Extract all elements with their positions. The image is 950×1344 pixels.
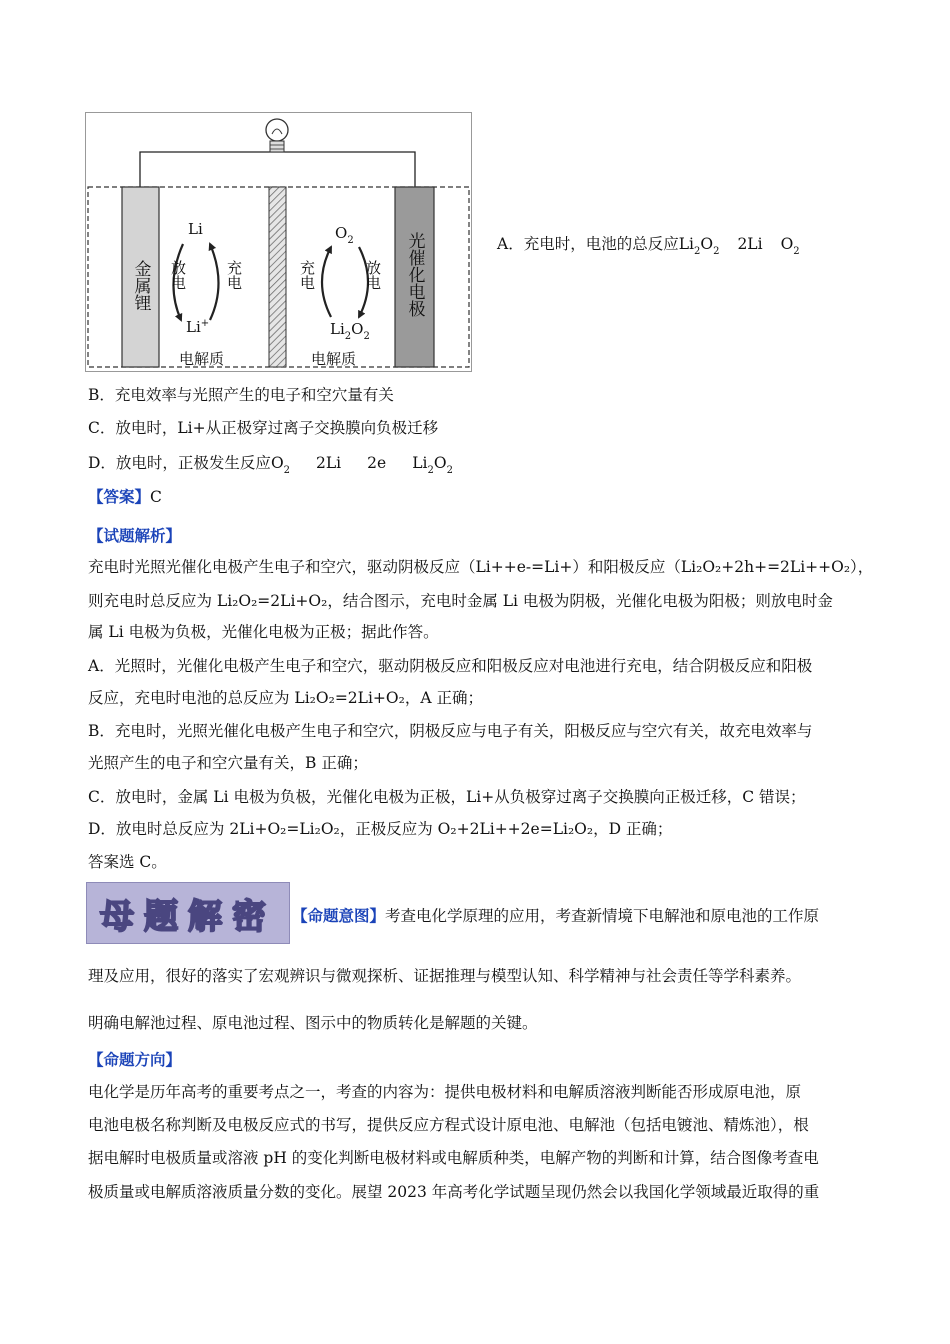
left-charge-label: 充电 xyxy=(225,260,243,290)
analysis-line: 光照产生的电子和空穴量有关，B 正确； xyxy=(88,754,368,772)
li2o2-label: $Li_2O_2$ xyxy=(330,320,370,342)
electrolyte-left-label: 电解质 xyxy=(179,350,225,368)
charge-arrow-left xyxy=(210,244,219,320)
light-bulb-icon xyxy=(266,119,288,152)
intent-line1: 【命题意图】考查电化学原理的应用，考查新情境下电解池和原电池的工作原 xyxy=(292,906,820,925)
intent-logo-text: 母题解密 xyxy=(100,896,276,937)
right-discharge-label: 放电 xyxy=(364,260,382,290)
answer-label: 【答案】 xyxy=(88,487,151,506)
intent-line2: 理及应用，很好的落实了宏观辨识与微观探析、证据推理与模型认知、科学精神与社会责任等学科素养。 xyxy=(88,967,802,985)
direction-line: 电池电极名称判断及电极反应式的书写，提供反应方程式设计原电池、电解池（包括电镀池、精炼池），根 xyxy=(88,1116,809,1134)
ion-exchange-membrane xyxy=(269,187,286,367)
direction-line: 极质量或电解质溶液质量分数的变化。展望 2023 年高考化学试题呈现仍然会以我国化学领域最近取得的重 xyxy=(88,1183,820,1201)
left-discharge-label: 放电 xyxy=(169,260,187,290)
option-c: C．放电时，Li+从正极穿过离子交换膜向负极迁移 xyxy=(88,419,439,437)
answer-value: C xyxy=(150,488,162,506)
lithium-electrode-label: 金属锂 xyxy=(130,260,151,311)
electrolyte-right-label: 电解质 xyxy=(311,350,357,368)
analysis-heading: 【试题解析】 xyxy=(88,526,182,545)
intent-logo xyxy=(86,882,290,944)
option-a: A．充电时，电池的总反应$Li_2O_2$ 2Li $O_2$ xyxy=(497,235,800,257)
direction-line: 电化学是历年高考的重要考点之一，考查的内容为：提供电极材料和电解质溶液判断能否形成原电池，原 xyxy=(88,1083,802,1101)
option-b: B．充电效率与光照产生的电子和空穴量有关 xyxy=(88,386,394,404)
analysis-line: 充电时光照光催化电极产生电子和空穴，驱动阴极反应（Li++e-=Li+）和阳极反应（Li₂O₂+2h+=2Li++O₂）， xyxy=(88,558,874,576)
right-charge-label: 充电 xyxy=(298,260,316,290)
analysis-line: C．放电时，金属 Li 电极为负极，光催化电极为正极，Li+从负极穿过离子交换膜向正极迁移，C 错误； xyxy=(88,788,806,806)
li-ion-label: Li+ xyxy=(186,318,210,336)
photocatalytic-electrode-label: 光催化电极 xyxy=(404,232,425,317)
analysis-line: 答案选 C。 xyxy=(88,853,167,871)
intent-line3: 明确电解池过程、原电池过程、图示中的物质转化是解题的关键。 xyxy=(88,1014,538,1032)
o2-label: $O_2$ xyxy=(335,224,354,246)
analysis-line: 反应，充电时电池的总反应为 Li₂O₂=2Li+O₂，A 正确； xyxy=(88,689,483,707)
answer xyxy=(88,486,162,508)
battery-diagram xyxy=(85,112,473,372)
analysis-line: A．光照时，光催化电极产生电子和空穴，驱动阴极反应和阳极反应对电池进行充电，结合阴极反应和阳极 xyxy=(88,657,813,675)
wire xyxy=(140,152,415,187)
direction-heading: 【命题方向】 xyxy=(88,1050,182,1069)
option-d: D．放电时，正极发生反应$O_2$ 2Li 2e $Li_2O_2$ xyxy=(88,454,453,476)
li-top-label: Li xyxy=(188,220,203,238)
analysis-line: 属 Li 电极为负极，光催化电极为正极；据此作答。 xyxy=(88,623,439,641)
intent-label: 【命题意图】 xyxy=(292,906,386,925)
analysis-line: 则充电时总反应为 Li₂O₂=2Li+O₂，结合图示，充电时金属 Li 电极为阴极，光催化电极为阳极；则放电时金 xyxy=(88,592,833,610)
analysis-line: D．放电时总反应为 2Li+O₂=Li₂O₂，正极反应为 O₂+2Li++2e=Li₂O₂，D 正确； xyxy=(88,820,673,838)
analysis-line: B．充电时，光照光催化电极产生电子和空穴，阴极反应与电子有关，阳极反应与空穴有关，故充电效率与 xyxy=(88,722,813,740)
charge-arrow-right xyxy=(322,247,331,317)
direction-line: 据电解时电极质量或溶液 pH 的变化判断电极材料或电解质种类，电解产物的判断和计算，结合图像考查电 xyxy=(88,1149,819,1167)
